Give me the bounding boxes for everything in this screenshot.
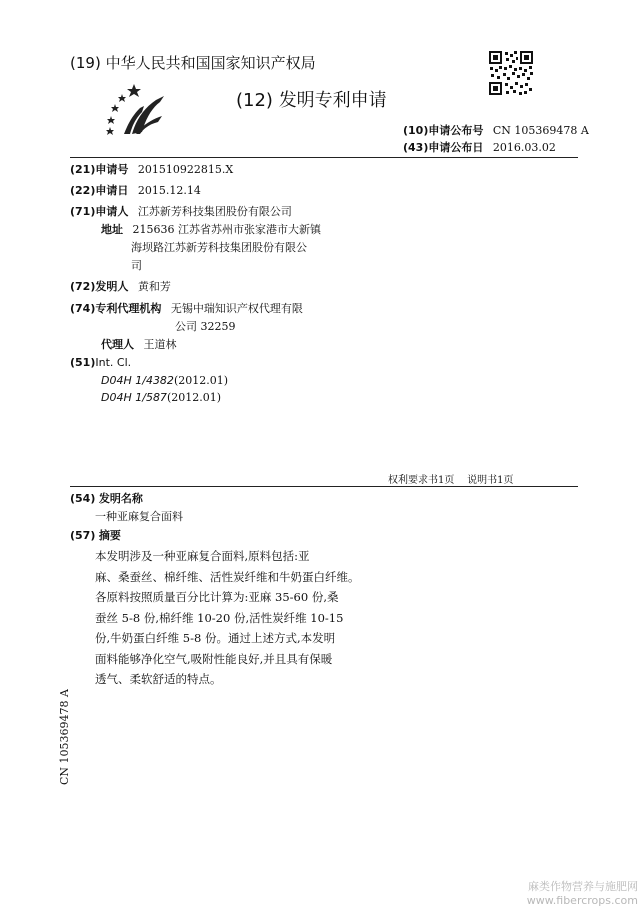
ipc-2-year: (2012.01) <box>166 391 222 404</box>
ipc-class-2 <box>101 391 221 404</box>
applicant-value: 江苏新芳科技集团股份有限公司 <box>137 205 292 218</box>
publication-number-row <box>403 122 589 138</box>
watermark <box>510 878 638 907</box>
sipo-emblem-icon <box>102 82 168 138</box>
title-code: (54) <box>70 492 96 505</box>
pub-date-value: 2016.03.02 <box>492 141 556 154</box>
pub-no-label: 申请公布号 <box>428 124 484 137</box>
pub-date-code: (43) <box>403 141 429 154</box>
abstract-line: 本发明涉及一种亚麻复合面料,原料包括:亚 <box>95 549 310 563</box>
address-line-2: 海坝路江苏新芳科技集团股份有限公 <box>131 241 307 254</box>
applicant-row <box>70 203 292 219</box>
abstract-line: 面料能够净化空气,吸附性能良好,并且具有保暖 <box>95 651 333 666</box>
ipc-1-year: (2012.01) <box>173 374 229 387</box>
abstract-line: 麻、桑蚕丝、棉纤维、活性炭纤维和牛奶蛋白纤维。 <box>95 569 360 584</box>
address-line-3: 司 <box>131 259 142 272</box>
watermark-line-2: www.fibercrops.com <box>526 894 638 907</box>
pub-no-value: CN 105369478 A <box>492 124 589 137</box>
filing-date-label: 申请日 <box>95 184 129 197</box>
app-no-label: 申请号 <box>95 163 129 176</box>
agency-line-1: 无锡中瑞知识产权代理有限 <box>170 302 303 315</box>
ipc-row <box>70 356 131 369</box>
abstract-code: (57) <box>70 529 96 542</box>
watermark-line-1: 麻类作物营养与施肥网 <box>528 880 638 893</box>
inventor-label: 发明人 <box>95 280 129 293</box>
invention-title-heading <box>70 490 143 506</box>
ipc-2-class: D04H 1/587 <box>101 391 167 404</box>
app-no-code: (21) <box>70 163 96 176</box>
document-type <box>236 86 387 112</box>
agent-row <box>101 336 177 352</box>
title-label: 发明名称 <box>98 492 143 505</box>
pub-no-code: (10) <box>403 124 429 137</box>
ipc-label: Int. Cl. <box>95 356 132 369</box>
filing-date-row <box>70 182 201 198</box>
agency-label: 专利代理机构 <box>95 302 162 315</box>
invention-title: 一种亚麻复合面料 <box>95 510 183 523</box>
address-line-1: 215636 江苏省苏州市张家港市大新镇 <box>132 223 321 236</box>
publication-date-row <box>403 139 556 155</box>
address-label: 地址 <box>101 223 123 236</box>
authority-name: 中华人民共和国国家知识产权局 <box>105 54 316 72</box>
biblio-divider <box>70 486 578 487</box>
agency-code: (74) <box>70 302 96 315</box>
page-counts: 权利要求书1页 说明书1页 <box>388 475 514 486</box>
inventor-code: (72) <box>70 280 96 293</box>
applicant-label: 申请人 <box>95 205 129 218</box>
abstract-line: 各原料按照质量百分比计算为:亚麻 35-60 份,桑 <box>95 590 339 604</box>
ipc-class-1 <box>101 374 228 387</box>
agency-line-2: 公司 32259 <box>175 320 236 333</box>
filing-date-value: 2015.12.14 <box>137 184 201 197</box>
filing-date-code: (22) <box>70 184 96 197</box>
address-row <box>101 221 321 237</box>
inventor-row <box>70 278 171 294</box>
abstract-label: 摘要 <box>98 529 121 542</box>
applicant-code: (71) <box>70 205 96 218</box>
inventor-value: 黄和芳 <box>137 280 171 293</box>
side-publication-number: CN 105369478 A <box>58 689 71 785</box>
header-divider <box>70 157 578 158</box>
abstract-text <box>95 546 525 690</box>
ipc-1-class: D04H 1/4382 <box>101 374 174 387</box>
agent-label: 代理人 <box>101 338 134 351</box>
qr-code-icon <box>488 50 534 96</box>
authority-code: (19) <box>70 54 101 72</box>
application-number-row <box>70 161 233 177</box>
abstract-line: 蚕丝 5-8 份,棉纤维 10-20 份,活性炭纤维 10-15 <box>95 610 344 625</box>
abstract-heading <box>70 527 121 543</box>
agent-value: 王道林 <box>143 338 177 351</box>
agency-row <box>70 300 303 316</box>
doc-type-code: (12) <box>236 90 273 111</box>
abstract-line: 透气、柔软舒适的特点。 <box>95 672 222 686</box>
abstract-line: 份,牛奶蛋白纤维 5-8 份。通过上述方式,本发明 <box>95 631 336 645</box>
app-no-value: 201510922815.X <box>137 163 234 176</box>
pub-date-label: 申请公布日 <box>428 141 484 154</box>
authority-line <box>70 52 316 73</box>
ipc-code: (51) <box>70 356 96 369</box>
doc-type-title: 发明专利申请 <box>278 90 387 111</box>
